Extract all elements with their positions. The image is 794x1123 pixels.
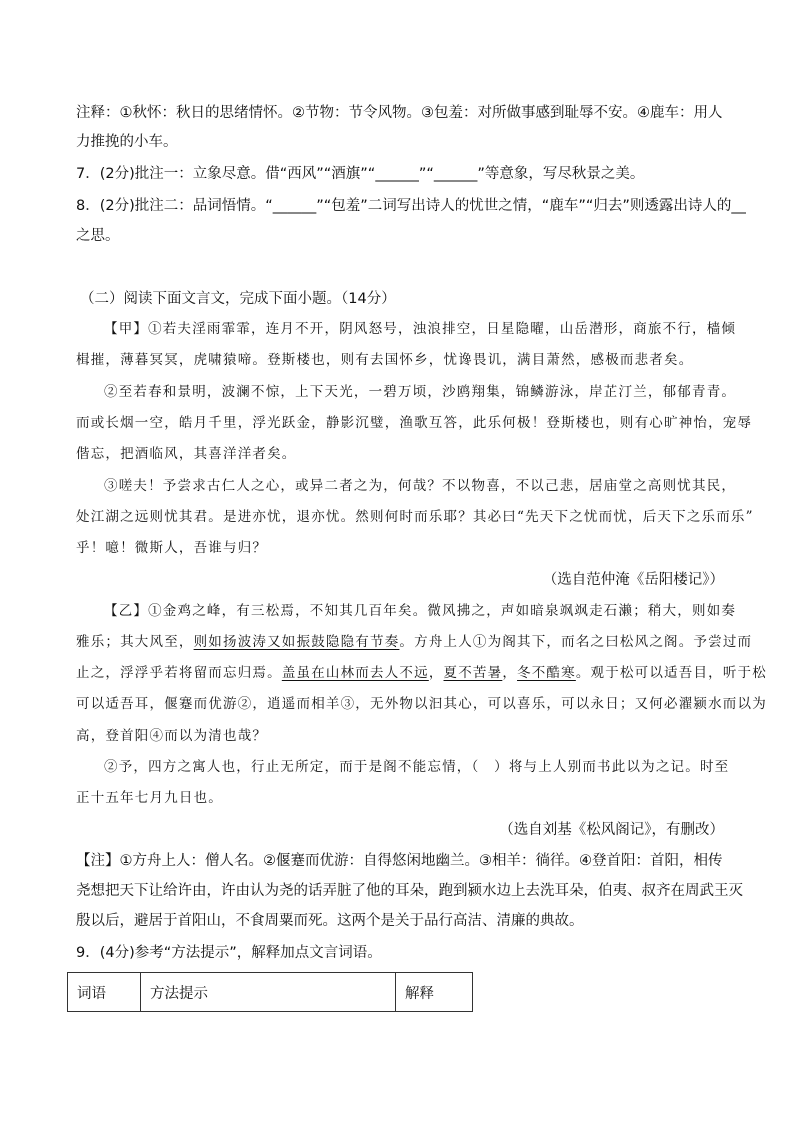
yi-p1-line-5: 高，登首阳④而以为清也哉？ <box>76 728 268 744</box>
note-line-1: 【注】①方舟上人：僧人名。②偃蹇而优游：自得悠闲地幽兰。③相羊：徜徉。④登首阳：首阳，相传 <box>76 853 723 869</box>
note-line-2: 尧想把天下让给许由，许由认为尧的话弄脏了他的耳朵，跑到颍水边上去洗耳朵，伯夷、叔齐在周武王灭 <box>76 883 743 899</box>
jia-p1-line-1: 【甲】①若夫淫雨霏霏，连月不开，阴风怒号，浊浪排空，日星隐曜，山岳潜形，商旅不行，樯倾 <box>104 321 737 337</box>
question-9: 9．(4分)参考“方法提示”，解释加点文言词语。 <box>76 945 382 961</box>
jia-p2-line-2: 而或长烟一空，皓月千里，浮光跃金，静影沉璧，渔歌互答，此乐何极！登斯楼也，则有心旷神怡，宠辱 <box>76 415 753 431</box>
jia-p2-line-1: ②至若春和景明，波澜不惊，上下天光，一碧万顷，沙鸥翔集，锦鳞游泳，岸芷汀兰，郁郁青青。 <box>104 384 737 400</box>
question-7: 7．(2分)批注一：立象尽意。借“西风”“酒旗”“______”“______”等意象，写尽秋景之美。 <box>76 166 645 182</box>
yi-p1-line-1: 【乙】①金鸡之峰，有三松焉，不知其几百年矣。微风拂之，声如暗泉飒飒走石濑；稍大，则如奏 <box>104 603 737 619</box>
underlined-phrase: 夏不苦暑 <box>443 665 503 681</box>
yi-p2-line-2: 正十五年七月九日也。 <box>76 790 223 806</box>
underlined-sentence: 则如扬波涛又如振鼓隐隐有节奏 <box>193 634 400 650</box>
yi-text: 雅乐；其大风至， <box>76 634 194 650</box>
table-header-row <box>68 973 473 1012</box>
question-8-line-2: 之思。 <box>76 228 120 244</box>
yi-text: ， <box>428 665 444 681</box>
jia-p1-line-2: 楫摧，薄暮冥冥，虎啸猿啼。登斯楼也，则有去国怀乡，忧谗畏讥，满目萧然，感极而悲者矣。 <box>76 352 694 368</box>
underlined-phrase: 冬不酷寒 <box>517 665 576 681</box>
underlined-phrase: 盖虽在山林而去人不远 <box>281 665 429 681</box>
section-2-heading: （二）阅读下面文言文，完成下面小题。（14分） <box>80 291 396 307</box>
table-header-cell: 解释 <box>396 973 473 1012</box>
yi-p1-line-3 <box>76 667 767 681</box>
jia-p3-line-3: 乎！噫！微斯人，吾谁与归？ <box>76 540 268 556</box>
annotation-line-1: 注释：①秋怀：秋日的思绪情怀。②节物：节令风物。③包羞：对所做事感到耻辱不安。④鹿车：用人 <box>76 105 723 121</box>
yi-text: 止之，浮浮乎若将留而忘归焉。 <box>76 665 282 681</box>
answer-table <box>67 972 473 1012</box>
yi-p2-line-1: ②予，四方之寓人也，行止无所定，而于是阁不能忘情，（ ）将与上人别而书此以为之记。时至 <box>104 759 730 775</box>
yi-source: （选自刘基《松风阁记》，有删改） <box>499 822 724 838</box>
yi-text: ， <box>502 665 518 681</box>
table-header-cell: 词语 <box>68 973 141 1012</box>
note-line-3: 殷以后，避居于首阳山，不食周粟而死。这两个是关于品行高洁、清廉的典故。 <box>76 913 584 929</box>
yi-p1-line-2 <box>76 636 752 650</box>
jia-p3-line-1: ③嗟夫！予尝求古仁人之心，或异二者之为，何哉？不以物喜，不以己悲，居庙堂之高则忧其民， <box>104 478 737 494</box>
annotation-line-2: 力推挽的小车。 <box>76 134 178 150</box>
table-header-cell: 方法提示 <box>141 973 396 1012</box>
yi-p1-line-4: 可以适吾耳，偃蹇而优游②，逍遥而相羊③，无外物以汩其心，可以喜乐，可以永日；又何必濯颍水而以为 <box>76 696 767 712</box>
jia-source: （选自范仲淹《岳阳楼记》） <box>542 572 724 588</box>
yi-text: 。方舟上人①为阁其下，而名之曰松风之阁。予尝过而 <box>399 634 753 650</box>
yi-text: 。观于松可以适吾目，听于松 <box>575 665 767 681</box>
jia-p3-line-2: 处江湖之远则忧其君。是进亦忧，退亦忧。然则何时而乐耶？其必曰“先天下之忧而忧，后天下之乐而乐” <box>76 509 754 525</box>
question-8-line-1: 8．(2分)批注二：品词悟情。“______”“包羞”二词写出诗人的忧世之情，“鹿车”“归去”则透露出诗人的__ <box>76 198 746 214</box>
jia-p2-line-3: 偕忘，把酒临风，其喜洋洋者矣。 <box>76 446 297 462</box>
